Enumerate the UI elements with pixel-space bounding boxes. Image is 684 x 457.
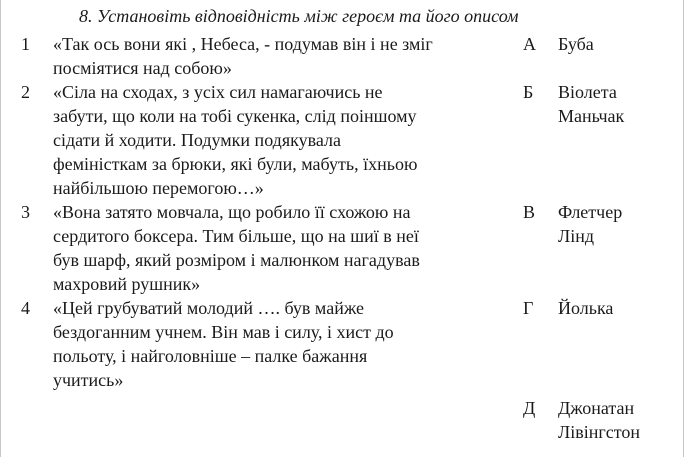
hero-name (558, 200, 680, 248)
hero-name-line: Джонатан (558, 398, 635, 418)
hero-letter: Б (523, 82, 534, 102)
quote-line: «Сіла на сходах, з усіх сил намагаючись не (53, 82, 383, 102)
quote-text (53, 32, 505, 80)
quote-line: польоту, і найголовніше – палке бажання (53, 346, 368, 366)
quote-line: махровий рушник» (53, 274, 201, 294)
quote-line: бездоганним учнем. Він мав і силу, і хист до (53, 322, 394, 342)
task-title: 8. Установіть відповідність між героєм та його описом (79, 6, 519, 26)
quote-text (53, 296, 505, 392)
quote-number: 4 (21, 298, 30, 318)
hero-name (558, 296, 680, 320)
quote-line: учитись» (53, 370, 124, 390)
hero-letter: В (523, 202, 536, 222)
quote-line: сідати й ходити. Подумки подякувала (53, 130, 341, 150)
quote-text (53, 80, 505, 200)
hero-name (558, 32, 680, 56)
quote-line: забути, що коли на тобі сукенка, слід поіншому (53, 106, 417, 126)
hero-name-line: Буба (558, 34, 594, 54)
hero-letter: Г (523, 298, 534, 318)
hero-letter: А (523, 34, 536, 54)
quote-number: 1 (21, 34, 30, 54)
hero-name-line: Лінд (558, 226, 594, 246)
quote-number: 3 (21, 202, 30, 222)
quote-line: «Так ось вони які , Небеса, - подумав він і не зміг (53, 34, 433, 54)
quote-line: «Цей грубуватий молодий …. був майже (53, 298, 365, 318)
hero-name-line: Лівінгстон (558, 422, 640, 442)
quote-number: 2 (21, 82, 30, 102)
quote-line: сердитого боксера. Тим більше, що на шиї в неї (53, 226, 419, 246)
hero-name (558, 396, 680, 444)
quote-line: феміністкам за брюки, які були, мабуть, їхньою (53, 154, 418, 174)
quote-text (53, 200, 505, 296)
hero-name-line: Віолета (558, 82, 617, 102)
quote-line: найбільшою перемогою…» (53, 178, 264, 198)
hero-name-line: Маньчак (558, 106, 625, 126)
quote-line: був шарф, який розміром і малюнком нагадував (53, 250, 420, 270)
hero-name-line: Йолька (558, 298, 614, 318)
quote-line: «Вона затято мовчала, що робило її схожою на (53, 202, 411, 222)
hero-name (558, 80, 680, 128)
hero-letter: Д (523, 398, 536, 418)
quote-line: посміятися над собою» (53, 58, 232, 78)
hero-name-line: Флетчер (558, 202, 623, 222)
